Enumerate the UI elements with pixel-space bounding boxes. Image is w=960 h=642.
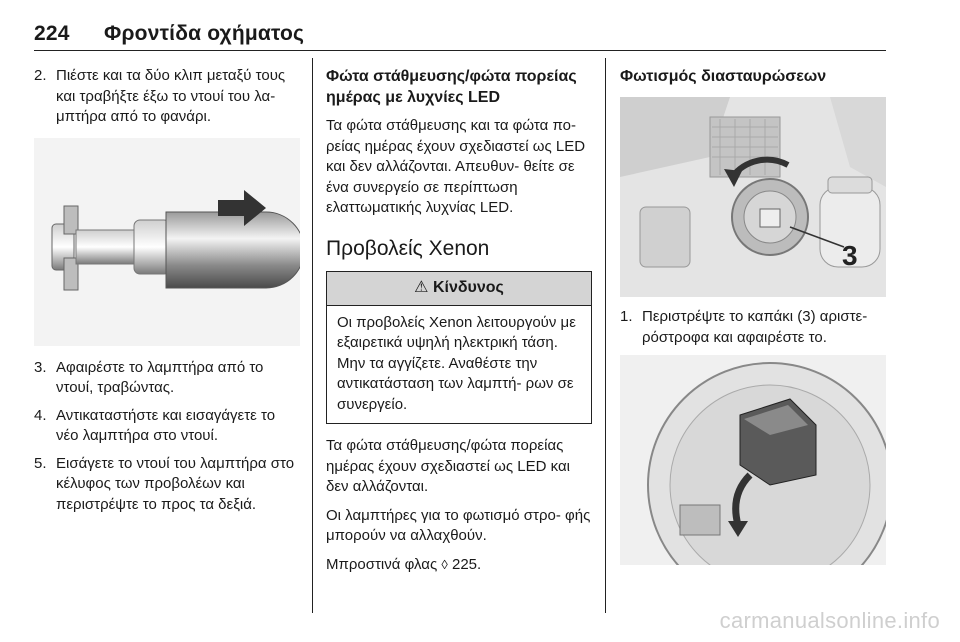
step-item	[620, 307, 886, 348]
callout-label: 3	[842, 240, 858, 271]
step-text: Πιέστε και τα δύο κλιπ μεταξύ τους και τραβήξτε έξω το ντουί του λα- μπτήρα από το φανάρι.	[56, 67, 286, 125]
step-text: Περιστρέψτε το καπάκι (3) αριστε- ρόστροφα και αφαιρέστε το.	[642, 308, 868, 346]
danger-title: Κίνδυνος	[432, 279, 504, 296]
left-column	[34, 66, 300, 522]
page-header	[34, 22, 304, 46]
step-item	[34, 66, 300, 128]
xref-text: Μπροστινά φλας	[326, 555, 438, 573]
headlamp-cover-illustration	[620, 97, 886, 297]
lamp-figure	[620, 355, 886, 565]
section-heading-cornering: Φωτισμός διασταυρώσεων	[620, 68, 827, 85]
step-text: Αντικαταστήστε και εισαγάγετε το νέο λαμπτήρα στο ντουί.	[56, 406, 276, 444]
step-number: 5.	[34, 454, 47, 472]
danger-header	[327, 272, 591, 306]
page-number: 224	[34, 22, 70, 45]
bulb-figure	[34, 138, 300, 346]
warning-triangle-icon: ⚠	[414, 279, 429, 296]
danger-text: Οι προβολείς Xenon λειτουργούν με εξαιρετικά υψηλή ηλεκτρική τάση. Μην τα αγγίζετε. Αναθέστε την αντικατάσταση των λαμπτή- ρων σε συνεργείο.	[337, 313, 576, 413]
step-number: 4.	[34, 406, 47, 424]
step-text: Αφαιρέστε το λαμπτήρα από το ντουί, τραβώντας.	[56, 358, 264, 396]
header-rule	[34, 50, 886, 51]
section-heading-xenon: Προβολείς Xenon	[326, 236, 490, 260]
step-number: 2.	[34, 67, 47, 84]
right-column	[620, 66, 886, 565]
page-title: Φροντίδα οχήματος	[104, 22, 305, 45]
cornering-lamp-illustration	[620, 355, 886, 565]
step-text: Εισάγετε το ντουί του λαμπτήρα στο κέλυφος των προβολέων και περιστρέψτε το προς τα δεξιά.	[56, 454, 295, 513]
section-heading-led: Φώτα στάθμευσης/φώτα πορείας ημέρας με λυχνίες LED	[326, 68, 577, 106]
column-divider-right	[605, 58, 606, 613]
step-number: 1.	[620, 308, 633, 325]
paragraph: Οι λαμπτήρες για το φωτισμό στρο- φής μπορούν να αλλαχθούν.	[326, 506, 591, 544]
step-item	[34, 406, 300, 447]
paragraph: Τα φώτα στάθμευσης/φώτα πορείας ημέρας έχουν σχεδιαστεί ως LED και δεν αλλάζονται.	[326, 437, 570, 495]
watermark-text: carmanualsonline.info	[719, 608, 940, 633]
step-item	[34, 454, 300, 516]
column-divider-left	[312, 58, 313, 613]
xref-arrow-icon: ◊	[441, 556, 448, 572]
cross-reference[interactable]	[326, 555, 592, 576]
paragraph: Τα φώτα στάθμευσης και τα φώτα πο- ρείας ημέρας έχουν σχεδιαστεί ως LED και δεν αλλάζονται. Απευθυν- θείτε σε ένα συνεργείο σε περίπτωση ελαττωματικής λυχνίας LED.	[326, 117, 586, 216]
cover-figure	[620, 97, 886, 297]
step-item	[34, 358, 300, 399]
xref-page: 225.	[451, 555, 482, 573]
bulb-illustration	[34, 138, 300, 346]
step-number: 3.	[34, 358, 47, 376]
middle-column	[326, 66, 592, 583]
danger-box	[326, 271, 592, 424]
